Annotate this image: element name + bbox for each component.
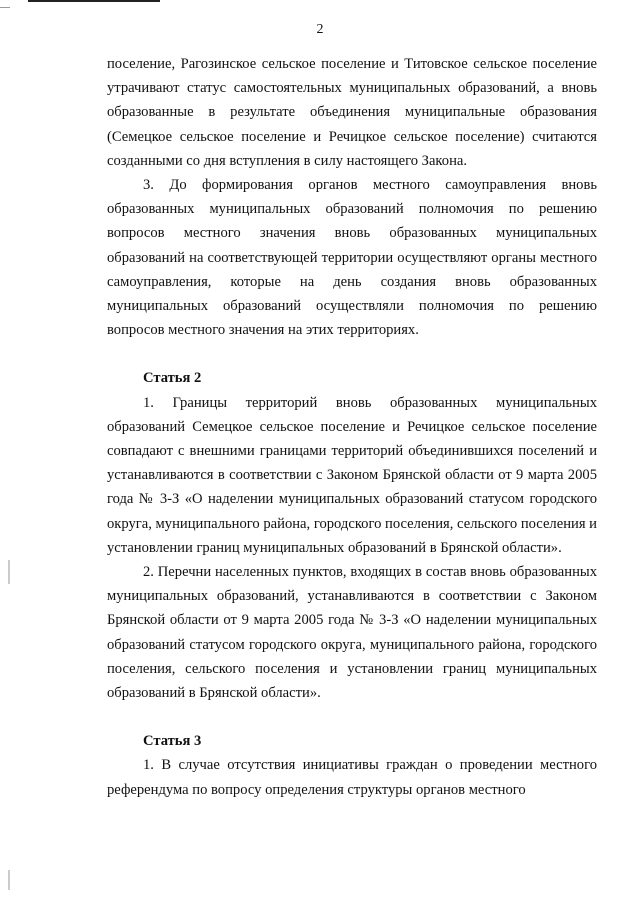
scan-mark — [0, 7, 10, 8]
article-3-heading: Статья 3 — [143, 733, 202, 750]
page-number: 2 — [316, 22, 324, 37]
paragraph: 3. До формирования органов местного самоуправления вновь образованных муниципальных образований полномочия по решению вопросов местного значения вновь образованных муниципальных образований на соответствующей территории осуществляют органы местного самоуправления, которые на день создания вновь образованных муниципальных образований осуществляли полномочия по решению вопросов местного значения на этих территориях. — [107, 177, 597, 339]
spacer — [107, 705, 597, 729]
scan-mark — [8, 560, 10, 584]
paragraph: 1. В случае отсутствия инициативы граждан о проведении местного референдума по вопросу определения структуры органов местного — [107, 757, 597, 798]
spacer — [107, 342, 597, 366]
scan-mark — [8, 870, 10, 890]
paragraph: 1. Границы территорий вновь образованных муниципальных образований Семецкое сельское поселение и Речицкое сельское поселение совпадают с внешними границами территорий объединившихся поселений и устанавливаются в соответствии с Законом Брянской области от 9 марта 2005 года № 3-З «О наделении муниципальных образований статусом городского округа, муниципального района, городского поселения, сельского поселения и установлении границ муниципальных образований в Брянской области». — [107, 394, 597, 556]
paragraph: поселение, Рагозинское сельское поселение и Титовское сельское поселение утрачивают статус самостоятельных муниципальных образований, а вновь образованные в результате объединения муниципальные образования (Семецкое сельское поселение и Речицкое сельское поселение) считаются созданными со дня вступления в силу настоящего Закона. — [107, 56, 597, 169]
top-rule — [28, 0, 160, 2]
paragraph: 2. Перечни населенных пунктов, входящих в состав вновь образованных муниципальных образований, устанавливаются в соответствии с Законом Брянской области от 9 марта 2005 года № 3-З «О наделении муниципальных образований статусом городского округа, муниципального района, городского поселения, сельского поселения и установлении границ муниципальных образований в Брянской области». — [107, 564, 597, 702]
article-2-heading: Статья 2 — [143, 370, 202, 387]
document-body — [107, 52, 597, 802]
